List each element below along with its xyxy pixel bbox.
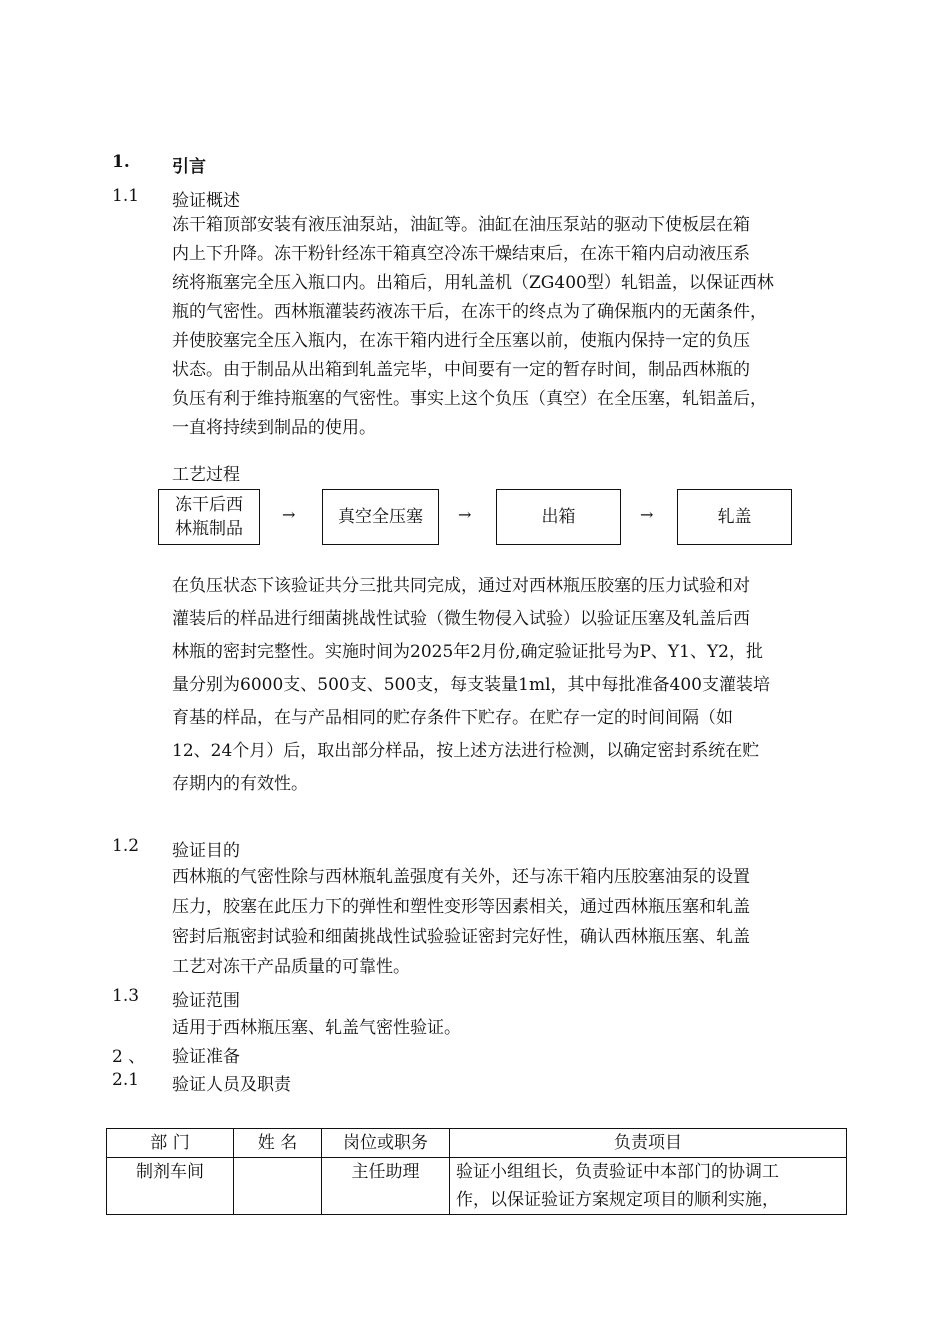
paragraph-line: 并使胶塞完全压入瓶内，在冻干箱内进行全压塞以前，使瓶内保持一定的负压 <box>172 331 750 351</box>
section-1-1-number: 1.1 <box>112 186 140 206</box>
section-2-1-title: 验证人员及职责 <box>172 1075 291 1095</box>
table-header-row <box>107 1129 847 1158</box>
validation-plan-paragraph <box>172 570 850 801</box>
section-1-3-number: 1.3 <box>112 986 140 1006</box>
section-1-2-title: 验证目的 <box>172 841 240 861</box>
paragraph-line: 西林瓶的气密性除与西林瓶轧盖强度有关外，还与冻干箱内压胶塞油泵的设置 <box>172 867 750 887</box>
paragraph-line: 林瓶的密封完整性。实施时间为2025年2月份,确定验证批号为P、Y1、Y2，批 <box>172 642 763 662</box>
section-1-3-title: 验证范围 <box>172 991 240 1011</box>
paragraph-line: 状态。由于制品从出箱到轧盖完毕，中间要有一定的暂存时间，制品西林瓶的 <box>172 360 750 380</box>
paragraph-line: 瓶的气密性。西林瓶灌装药液冻干后，在冻干的终点为了确保瓶内的无菌条件， <box>172 302 767 322</box>
section-1-number: 1. <box>112 152 130 172</box>
paragraph-line: 冻干箱顶部安装有液压油泵站，油缸等。油缸在油压泵站的驱动下使板层在箱 <box>172 215 750 235</box>
cell-duty <box>450 1158 847 1215</box>
section-1-title: 引言 <box>172 157 206 177</box>
arrow-icon: → <box>640 505 654 524</box>
section-2-number: 2 、 <box>112 1047 146 1067</box>
paragraph-line: 存期内的有效性。 <box>172 774 308 794</box>
paragraph-line: 压力，胶塞在此压力下的弹性和塑性变形等因素相关，通过西林瓶压塞和轧盖 <box>172 897 750 917</box>
overview-paragraph <box>172 211 850 443</box>
column-header-department: 部 门 <box>107 1129 234 1158</box>
paragraph-line: 量分别为6000支、500支、500支，每支装量1ml，其中每批准备400支灌装培 <box>172 675 770 695</box>
paragraph-line: 负压有利于维持瓶塞的气密性。事实上这个负压（真空）在全压塞，轧铝盖后， <box>172 389 767 409</box>
paragraph-line: 工艺对冻干产品质量的可靠性。 <box>172 957 410 977</box>
column-header-position: 岗位或职务 <box>322 1129 450 1158</box>
section-1-1-title: 验证概述 <box>172 191 240 211</box>
staff-table <box>106 1128 847 1215</box>
process-title: 工艺过程 <box>172 465 240 485</box>
process-step-line: 冻干后西 <box>175 495 243 515</box>
arrow-icon: → <box>458 505 472 524</box>
paragraph-line: 适用于西林瓶压塞、轧盖气密性验证。 <box>172 1018 461 1038</box>
column-header-duty: 负责项目 <box>450 1129 847 1158</box>
paragraph-line: 12、24个月）后，取出部分样品，按上述方法进行检测，以确定密封系统在贮 <box>172 741 760 761</box>
section-2-title: 验证准备 <box>172 1047 240 1067</box>
column-header-name: 姓 名 <box>234 1129 322 1158</box>
paragraph-line: 统将瓶塞完全压入瓶口内。出箱后，用轧盖机（ZG400型）轧铝盖，以保证西林 <box>172 273 774 293</box>
cell-name <box>234 1158 322 1215</box>
paragraph-line: 内上下升降。冻干粉针经冻干箱真空冷冻干燥结束后，在冻干箱内启动液压系 <box>172 244 750 264</box>
cell-department: 制剂车间 <box>107 1158 234 1215</box>
process-step-lyophilized-product <box>158 489 260 545</box>
scope-paragraph <box>172 1014 850 1042</box>
cell-position: 主任助理 <box>322 1158 450 1215</box>
process-step-full-stoppering: 真空全压塞 <box>322 489 439 545</box>
paragraph-line: 育基的样品，在与产品相同的贮存条件下贮存。在贮存一定的时间间隔（如 <box>172 708 733 728</box>
purpose-paragraph <box>172 862 850 982</box>
section-2-1-number: 2.1 <box>112 1070 140 1090</box>
paragraph-line: 灌装后的样品进行细菌挑战性试验（微生物侵入试验）以验证压塞及轧盖后西 <box>172 609 750 629</box>
process-step-capping: 轧盖 <box>677 489 792 545</box>
process-step-unloading: 出箱 <box>496 489 621 545</box>
process-step-line: 林瓶制品 <box>175 519 243 539</box>
paragraph-line: 一直将持续到制品的使用。 <box>172 418 376 438</box>
duty-line: 验证小组组长，负责验证中本部门的协调工 <box>456 1162 779 1182</box>
paragraph-line: 在负压状态下该验证共分三批共同完成，通过对西林瓶压胶塞的压力试验和对 <box>172 576 750 596</box>
section-1-2-number: 1.2 <box>112 836 140 856</box>
arrow-icon: → <box>282 505 296 524</box>
duty-line: 作，以保证验证方案规定项目的顺利实施， <box>456 1190 779 1210</box>
paragraph-line: 密封后瓶密封试验和细菌挑战性试验验证密封完好性，确认西林瓶压塞、轧盖 <box>172 927 750 947</box>
table-row <box>107 1158 847 1215</box>
